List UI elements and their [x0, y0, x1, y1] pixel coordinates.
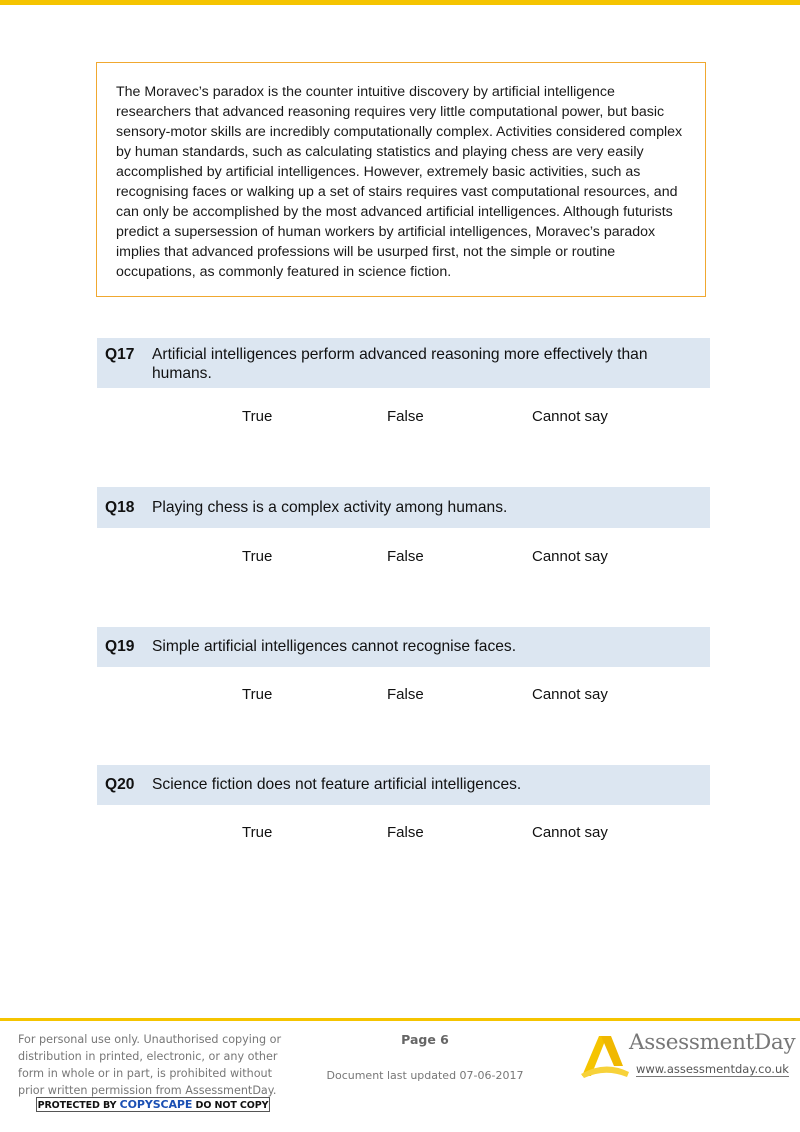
- option-true[interactable]: True: [242, 686, 273, 703]
- option-false[interactable]: False: [387, 548, 424, 565]
- option-false[interactable]: False: [387, 408, 424, 425]
- option-cannot-say[interactable]: Cannot say: [532, 408, 608, 425]
- footer-divider: [0, 1018, 800, 1021]
- top-accent-bar: [0, 0, 800, 5]
- question-header: [97, 487, 710, 528]
- copyscape-prefix: PROTECTED BY: [37, 1100, 117, 1111]
- answer-options: [0, 548, 800, 568]
- logo-a-icon: [579, 1030, 631, 1078]
- option-cannot-say[interactable]: Cannot say: [532, 686, 608, 703]
- option-cannot-say[interactable]: Cannot say: [532, 824, 608, 841]
- last-updated: Document last updated 07-06-2017: [326, 1069, 524, 1082]
- option-true[interactable]: True: [242, 408, 273, 425]
- copyscape-badge[interactable]: [36, 1097, 270, 1112]
- question-text: Simple artificial intelligences cannot recognise faces.: [152, 638, 517, 655]
- option-cannot-say[interactable]: Cannot say: [532, 548, 608, 565]
- page-number: Page 6: [401, 1032, 449, 1047]
- brand-name: AssessmentDay: [629, 1030, 796, 1055]
- brand-url-link[interactable]: www.assessmentday.co.uk: [636, 1062, 789, 1076]
- option-true[interactable]: True: [242, 548, 273, 565]
- answer-options: [0, 824, 800, 844]
- question-number: Q20: [105, 776, 135, 793]
- question-text: Science fiction does not feature artificial intelligences.: [152, 776, 522, 793]
- question-header: [97, 627, 710, 667]
- question-number: Q17: [105, 346, 135, 363]
- question-header: [97, 765, 710, 805]
- passage-text: The Moravec’s paradox is the counter intuitive discovery by artificial intelligence researchers that advanced reasoning requires very little computational power, but basic sensory-motor skills are incredibly computationally complex. Activities considered complex by human standards, such as calculating statistics and playing chess are very easily accomplished by artificial intelligences. However, extremely basic activities, such as recognising faces or walking up a set of stairs requires vast computational resources, and can only be accomplished by the most advanced artificial intelligences. Although futurists predict a supersession of human workers by artificial intelligences, Moravec’s paradox implies that advanced professions will be usurped first, not the simple or routine occupations, as commonly featured in science fiction.: [116, 84, 683, 280]
- passage-box: [96, 62, 706, 297]
- question-number: Q18: [105, 499, 135, 516]
- copyscape-brand: COPYSCAPE: [119, 1098, 193, 1111]
- copyright-notice: For personal use only. Unauthorised copying or distribution in printed, electronic, or any other form in whole or in part, is prohibited without prior written permission from AssessmentDay.: [18, 1033, 282, 1097]
- option-false[interactable]: False: [387, 824, 424, 841]
- answer-options: [0, 408, 800, 428]
- question-header: [97, 338, 710, 388]
- copyscape-suffix: DO NOT COPY: [195, 1100, 269, 1111]
- answer-options: [0, 686, 800, 706]
- option-false[interactable]: False: [387, 686, 424, 703]
- question-text: Playing chess is a complex activity among humans.: [152, 499, 508, 516]
- option-true[interactable]: True: [242, 824, 273, 841]
- question-text: Artificial intelligences perform advanced reasoning more effectively than humans.: [152, 346, 648, 382]
- question-number: Q19: [105, 638, 135, 655]
